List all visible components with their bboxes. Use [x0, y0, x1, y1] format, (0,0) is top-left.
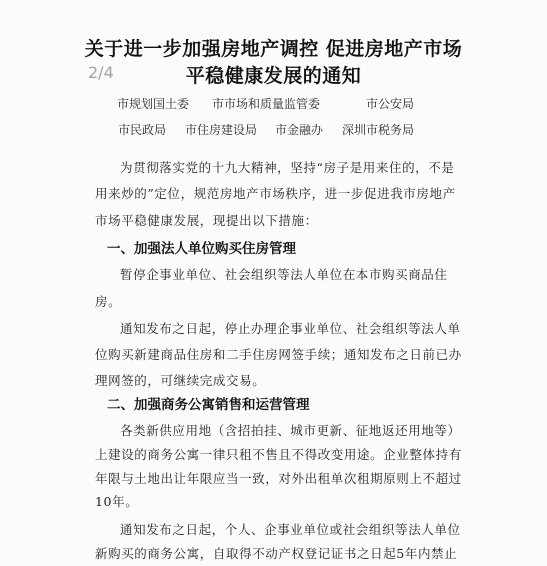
section-2-text: 年限与土地出让年限应当一致，对外出租单次租期原则上不超过 — [95, 471, 462, 486]
document-title-line-1: 关于进一步加强房地产调控 促进房地产市场 — [84, 38, 463, 60]
section-1-text: 房。 — [95, 294, 122, 309]
section-2-text: 通知发布之日起，个人、企事业单位或社会组织等法人单位 — [120, 522, 461, 537]
issuer: 市市场和质量监管委 — [212, 97, 321, 111]
section-2-text: 10年。 — [95, 494, 139, 509]
page-indicator: 2/4 — [88, 63, 114, 82]
section-2-text: 各类新供应用地（含招拍挂、城市更新、征地返还用地等） — [120, 423, 461, 438]
issuer: 市规划国土委 — [117, 97, 190, 111]
issuer: 市金融办 — [275, 123, 324, 137]
issuer: 市公安局 — [366, 97, 415, 111]
section-1-text: 理网签的，可继续完成交易。 — [95, 373, 266, 388]
document-title-line-2: 平稳健康发展的通知 — [185, 65, 362, 87]
intro-line: 用来炒的”定位，规范房地产市场秩序，进一步促进我市房地产 — [95, 186, 456, 201]
section-1-text: 通知发布之日起，停止办理企事业单位、社会组织等法人单 — [120, 321, 461, 336]
section-2-text: 上建设的商务公寓一律只租不售且不得改变用途。企业整体持有 — [95, 447, 462, 462]
intro-line: 为贯彻落实党的十九大精神，坚持“房子是用来住的，不是 — [120, 160, 455, 175]
section-2-text: 新购买的商务公寓，自取得不动产权登记证书之日起5年内禁止 — [95, 546, 458, 561]
issuer: 市住房建设局 — [185, 123, 258, 137]
intro-line: 市场平稳健康发展，现提出以下措施： — [95, 213, 318, 228]
section-1-heading: 一、加强法人单位购买住房管理 — [107, 241, 296, 257]
issuer: 市民政局 — [118, 123, 167, 137]
section-1-text: 位购买新建商品住房和二手住房网签手续；通知发布之日前已办 — [95, 347, 462, 362]
section-2-heading: 二、加强商务公寓销售和运营管理 — [107, 397, 310, 413]
section-1-text: 暂停企事业单位、社会组织等法人单位在本市购买商品住 — [120, 267, 448, 282]
issuer: 深圳市税务局 — [342, 123, 415, 137]
